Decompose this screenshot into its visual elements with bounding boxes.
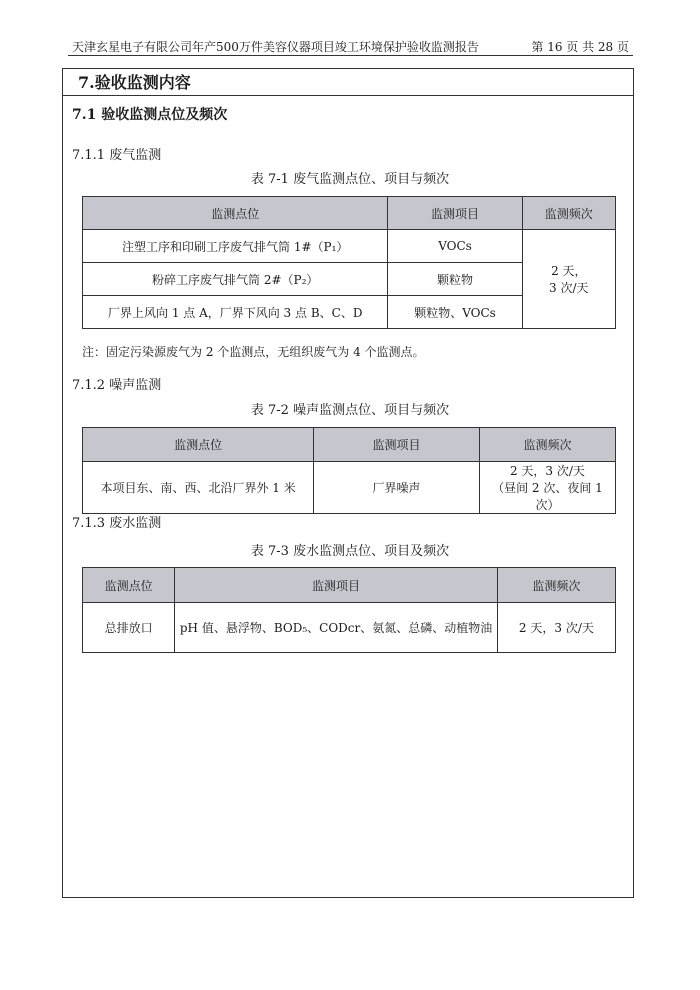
wastewater-heading: 7.1.3 废水监测 <box>72 516 162 531</box>
header-item: 监测项目 <box>314 428 480 462</box>
table-row <box>83 230 616 263</box>
item-cell: 颗粒物、VOCs <box>388 296 522 329</box>
table-7-1-caption: 表 7-1 废气监测点位、项目与频次 <box>250 172 450 187</box>
waste-gas-table <box>82 196 616 329</box>
point-cell: 本项目东、南、西、北沿厂界外 1 米 <box>83 462 314 514</box>
header-frequency: 监测频次 <box>522 197 615 230</box>
table-7-2-caption: 表 7-2 噪声监测点位、项目与频次 <box>250 403 450 418</box>
header-divider <box>68 55 633 56</box>
section-title: 7.验收监测内容 <box>78 73 191 92</box>
point-cell: 注塑工序和印刷工序废气排气筒 1#（P₁） <box>83 230 388 263</box>
header-item: 监测项目 <box>388 197 522 230</box>
subsection-title: 7.1 验收监测点位及频次 <box>72 107 228 123</box>
header-point: 监测点位 <box>83 568 175 603</box>
header-item: 监测项目 <box>175 568 498 603</box>
noise-heading: 7.1.2 噪声监测 <box>72 378 162 393</box>
frequency-line2: （昼间 2 次、夜间 1 次） <box>492 481 603 512</box>
page-number: 第 16 页 共 28 页 <box>531 40 629 54</box>
header-frequency: 监测频次 <box>497 568 615 603</box>
report-title: 天津玄星电子有限公司年产500万件美容仪器项目竣工环境保护验收监测报告 <box>72 40 479 54</box>
header-frequency: 监测频次 <box>479 428 615 462</box>
item-cell: pH 值、悬浮物、BOD₅、CODcr、氨氮、总磷、动植物油 <box>175 603 498 653</box>
frequency-cell <box>479 462 615 514</box>
waste-gas-note: 注：固定污染源废气为 2 个监测点，无组织废气为 4 个监测点。 <box>82 345 425 359</box>
point-cell: 粉碎工序废气排气筒 2#（P₂） <box>83 263 388 296</box>
point-cell: 总排放口 <box>83 603 175 653</box>
section-title-divider <box>62 95 634 96</box>
item-cell: 厂界噪声 <box>314 462 480 514</box>
noise-table <box>82 427 616 514</box>
point-cell: 厂界上风向 1 点 A，厂界下风向 3 点 B、C、D <box>83 296 388 329</box>
table-row <box>83 603 616 653</box>
header-point: 监测点位 <box>83 197 388 230</box>
item-cell: VOCs <box>388 230 522 263</box>
page-header <box>68 36 633 56</box>
item-cell: 颗粒物 <box>388 263 522 296</box>
frequency-line1: 2 天， <box>551 264 587 278</box>
frequency-cell: 2 天，3 次/天 <box>497 603 615 653</box>
frequency-line2: 3 次/天 <box>549 281 589 295</box>
table-7-3-caption: 表 7-3 废水监测点位、项目及频次 <box>250 544 450 559</box>
waste-gas-heading: 7.1.1 废气监测 <box>72 148 162 163</box>
header-point: 监测点位 <box>83 428 314 462</box>
table-row <box>83 462 616 514</box>
frequency-cell <box>522 230 615 329</box>
frequency-line1: 2 天，3 次/天 <box>509 464 585 478</box>
wastewater-table <box>82 567 616 653</box>
